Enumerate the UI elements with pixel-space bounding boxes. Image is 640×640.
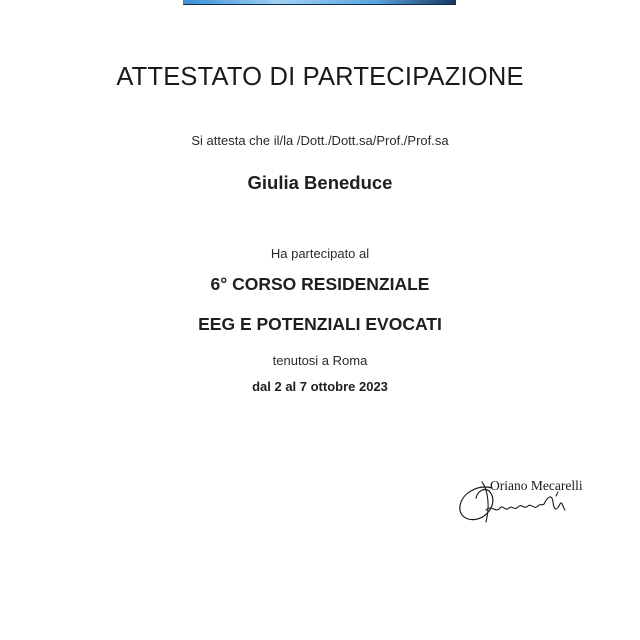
course-title-line-2: EEG E POTENZIALI EVOCATI <box>198 314 442 334</box>
participation-text: Ha partecipato al <box>270 246 370 261</box>
event-dates: dal 2 al 7 ottobre 2023 <box>252 379 388 394</box>
header-banner-image <box>183 0 456 5</box>
attestation-intro: Si attesta che il/la /Dott./Dott.sa/Prof./Prof.sa <box>191 133 449 148</box>
event-location: tenutosi a Roma <box>272 353 368 368</box>
signature-block <box>452 470 592 530</box>
signer-name: Oriano Mecarelli <box>490 478 583 493</box>
course-title-line-1: 6° CORSO RESIDENZIALE <box>210 274 430 294</box>
certificate-title: ATTESTATO DI PARTECIPAZIONE <box>116 63 524 91</box>
recipient-name: Giulia Beneduce <box>247 172 393 193</box>
